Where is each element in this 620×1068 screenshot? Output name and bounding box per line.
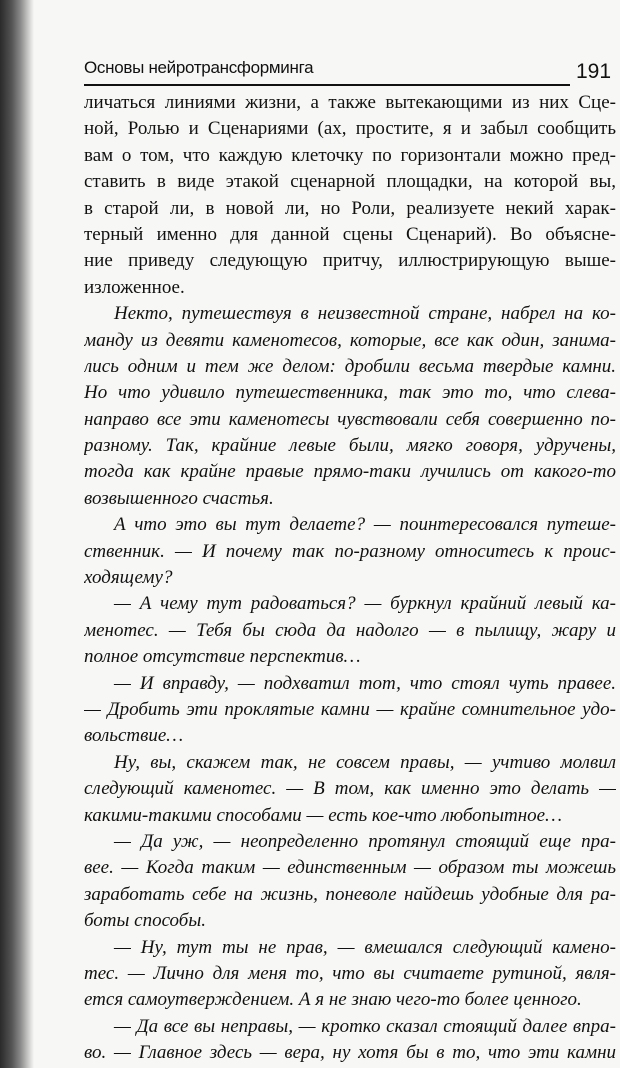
text-line: манду из девяти каменотесов, которые, все как один, занима- [84, 329, 616, 351]
text-line: Но что удивило путешественника, так это то, что слева- [84, 382, 616, 404]
text-line: — Да уж, — неопределенно протянул стоящий еще пра- [114, 830, 616, 852]
text-line: личаться линиями жизни, а также вытекающими из них Сце- [84, 92, 616, 113]
text-line: терный именно для данной сцены Сценарий). Во объясне- [84, 223, 616, 245]
text-line: следующий каменотес. — В том, как именно это делать — [84, 778, 616, 800]
text-line: ние приведу следующую притчу, иллюстрирующую выше- [84, 250, 616, 272]
book-spine-shadow [0, 0, 34, 1068]
text-line: изложенное. [84, 276, 185, 298]
text-line: — Ну, тут ты не прав, — вмешался следующий камено- [114, 936, 616, 958]
text-line: вольствие… [84, 725, 184, 747]
text-line: — Дробить эти проклятые камни — крайне сомнительное удо- [84, 698, 616, 720]
text-line: во. — Главное здесь — вера, ну хотя бы в то, что эти камни [84, 1042, 616, 1064]
text-line: в старой ли, в новой ли, но Роли, реализуете некий харак- [84, 197, 616, 219]
text-line: тес. — Лично для меня то, что вы считаете рутиной, явля- [84, 962, 616, 984]
text-line: — А чему тут радоваться? — буркнул крайний левый ка- [114, 593, 616, 615]
text-line: — И вправду, — подхватил тот, что стоял чуть правее. [114, 672, 616, 694]
text-line: Некто, путешествуя в неизвестной стране, набрел на ко- [114, 303, 616, 325]
text-line: лись одним и тем же делом: дробили весьма твердые камни. [84, 355, 616, 377]
text-line: полное отсутствие перспектив… [84, 646, 361, 668]
text-line: разному. Так, крайние левые были, мягко говоря, удручены, [84, 435, 616, 457]
text-line: какими-такими способами — есть кое-что любопытное… [84, 804, 562, 826]
text-line: вее. — Когда таким — единственным — образом ты можешь [84, 857, 616, 879]
text-line: заработать себе на жизнь, поневоле найдешь удобные для ра- [84, 883, 616, 905]
body-text [84, 90, 616, 1066]
text-line: ставить в виде этакой сценарной площадки, на которой вы, [84, 171, 616, 193]
page-number: 191 [576, 60, 612, 83]
running-header-title: Основы нейротрансформинга [84, 58, 314, 77]
text-line: боты способы. [84, 910, 206, 932]
running-header [84, 58, 570, 86]
text-line: возвышенного счастья. [84, 487, 274, 509]
text-line: ходящему? [84, 567, 173, 589]
text-line: ной, Ролью и Сценариями (ах, простите, я и забыл сообщить [84, 118, 616, 140]
text-line: — Да все вы неправы, — кротко сказал стоящий далее впра- [114, 1015, 616, 1037]
text-line: А что это вы тут делаете? — поинтересовался путеше- [114, 514, 616, 536]
text-line: Ну, вы, скажем так, не совсем правы, — учтиво молвил [114, 751, 616, 773]
text-line: направо все эти каменотесы чувствовали себя совершенно по- [84, 408, 616, 430]
text-line: тогда как крайне правые прямо-таки лучились от какого-то [84, 461, 616, 483]
text-line: ственник. — И почему так по-разному относитесь к проис- [84, 540, 616, 562]
text-line: ется самоутверждением. А я не знаю чего-то более ценного. [84, 989, 582, 1011]
text-line: вам о том, что каждую клеточку по горизонтали можно пред- [84, 144, 616, 166]
text-line: менотес. — Тебя бы сюда да надолго — в пылищу, жару и [84, 619, 616, 641]
